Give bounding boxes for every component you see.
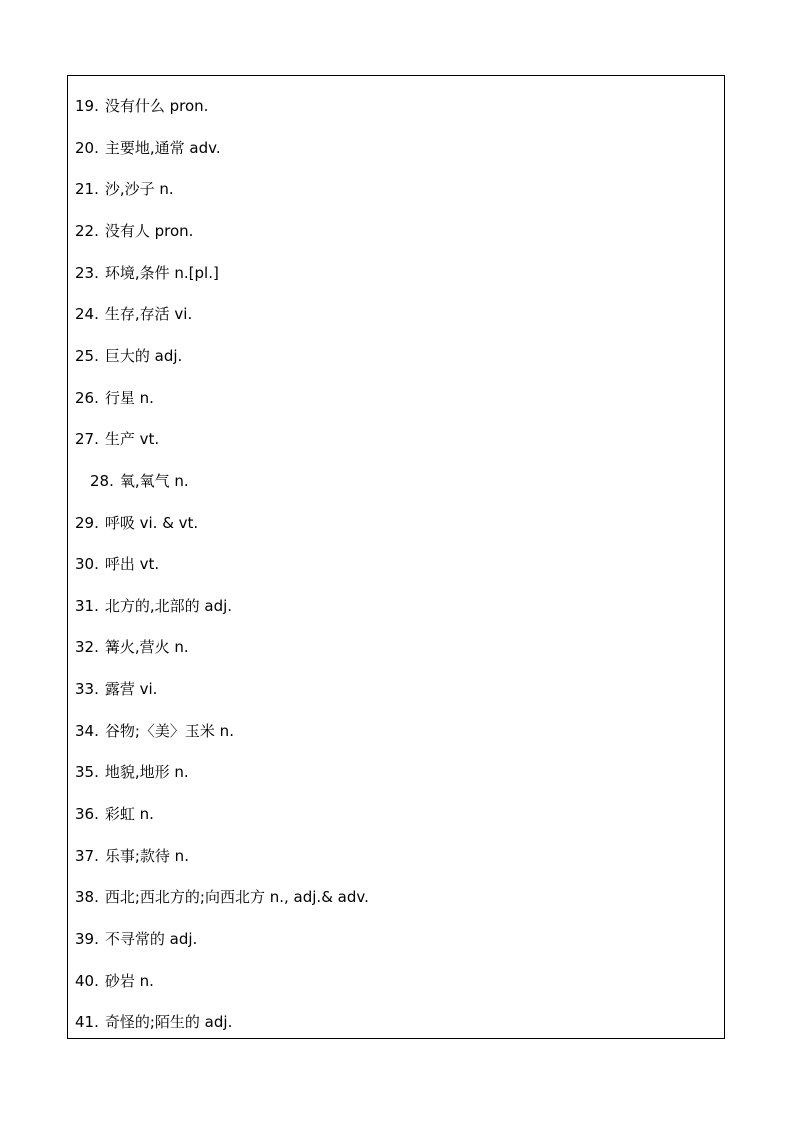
list-item xyxy=(75,718,234,744)
item-text: 乐事;款待 n. xyxy=(104,847,189,865)
item-number: 40. xyxy=(75,972,99,990)
vocabulary-box xyxy=(67,75,725,1039)
item-number: 36. xyxy=(75,805,99,823)
item-number: 22. xyxy=(75,222,99,240)
list-item xyxy=(75,385,154,411)
list-item xyxy=(75,884,369,910)
item-number: 32. xyxy=(75,638,99,656)
item-number: 24. xyxy=(75,305,99,323)
item-text: 北方的,北部的 adj. xyxy=(104,597,233,615)
item-text: 没有人 pron. xyxy=(104,222,194,240)
item-number: 26. xyxy=(75,389,99,407)
list-item xyxy=(75,176,174,202)
item-text: 谷物;〈美〉玉米 n. xyxy=(104,722,234,740)
item-text: 地貌,地形 n. xyxy=(104,763,189,781)
list-item xyxy=(75,676,157,702)
item-number: 29. xyxy=(75,514,99,532)
list-item xyxy=(75,510,198,536)
list-item xyxy=(75,218,193,244)
item-number: 41. xyxy=(75,1013,99,1031)
item-text: 没有什么 pron. xyxy=(104,97,209,115)
item-number: 31. xyxy=(75,597,99,615)
item-number: 39. xyxy=(75,930,99,948)
item-text: 行星 n. xyxy=(104,389,154,407)
item-text: 不寻常的 adj. xyxy=(104,930,198,948)
list-item xyxy=(75,343,182,369)
item-text: 彩虹 n. xyxy=(104,805,154,823)
item-number: 20. xyxy=(75,139,99,157)
item-number: 19. xyxy=(75,97,99,115)
item-text: 主要地,通常 adv. xyxy=(104,139,221,157)
item-number: 28. xyxy=(90,472,114,490)
list-item xyxy=(75,843,189,869)
item-text: 砂岩 n. xyxy=(104,972,154,990)
item-text: 呼吸 vi. & vt. xyxy=(104,514,199,532)
item-text: 沙,沙子 n. xyxy=(104,180,174,198)
item-number: 27. xyxy=(75,430,99,448)
list-item xyxy=(75,968,154,994)
list-item xyxy=(75,759,189,785)
item-number: 30. xyxy=(75,555,99,573)
item-number: 34. xyxy=(75,722,99,740)
list-item xyxy=(75,551,159,577)
item-text: 西北;西北方的;向西北方 n., adj.& adv. xyxy=(104,888,369,906)
list-item xyxy=(75,426,159,452)
list-item xyxy=(75,926,197,952)
item-text: 呼出 vt. xyxy=(104,555,160,573)
item-number: 21. xyxy=(75,180,99,198)
item-number: 38. xyxy=(75,888,99,906)
list-item xyxy=(75,634,189,660)
list-item xyxy=(75,93,208,119)
list-item xyxy=(75,135,221,161)
item-text: 环境,条件 n.[pl.] xyxy=(104,264,219,282)
list-item xyxy=(75,301,192,327)
item-text: 生产 vt. xyxy=(104,430,160,448)
item-number: 33. xyxy=(75,680,99,698)
item-text: 氧,氧气 n. xyxy=(119,472,189,490)
item-text: 生存,存活 vi. xyxy=(104,305,193,323)
item-text: 奇怪的;陌生的 adj. xyxy=(104,1013,233,1031)
item-text: 篝火,营火 n. xyxy=(104,638,189,656)
item-number: 37. xyxy=(75,847,99,865)
list-item xyxy=(75,1009,232,1035)
list-item xyxy=(75,801,154,827)
item-number: 25. xyxy=(75,347,99,365)
list-item xyxy=(90,468,189,494)
list-item xyxy=(75,260,219,286)
item-text: 露营 vi. xyxy=(104,680,158,698)
list-item xyxy=(75,593,232,619)
item-number: 35. xyxy=(75,763,99,781)
item-number: 23. xyxy=(75,264,99,282)
item-text: 巨大的 adj. xyxy=(104,347,183,365)
